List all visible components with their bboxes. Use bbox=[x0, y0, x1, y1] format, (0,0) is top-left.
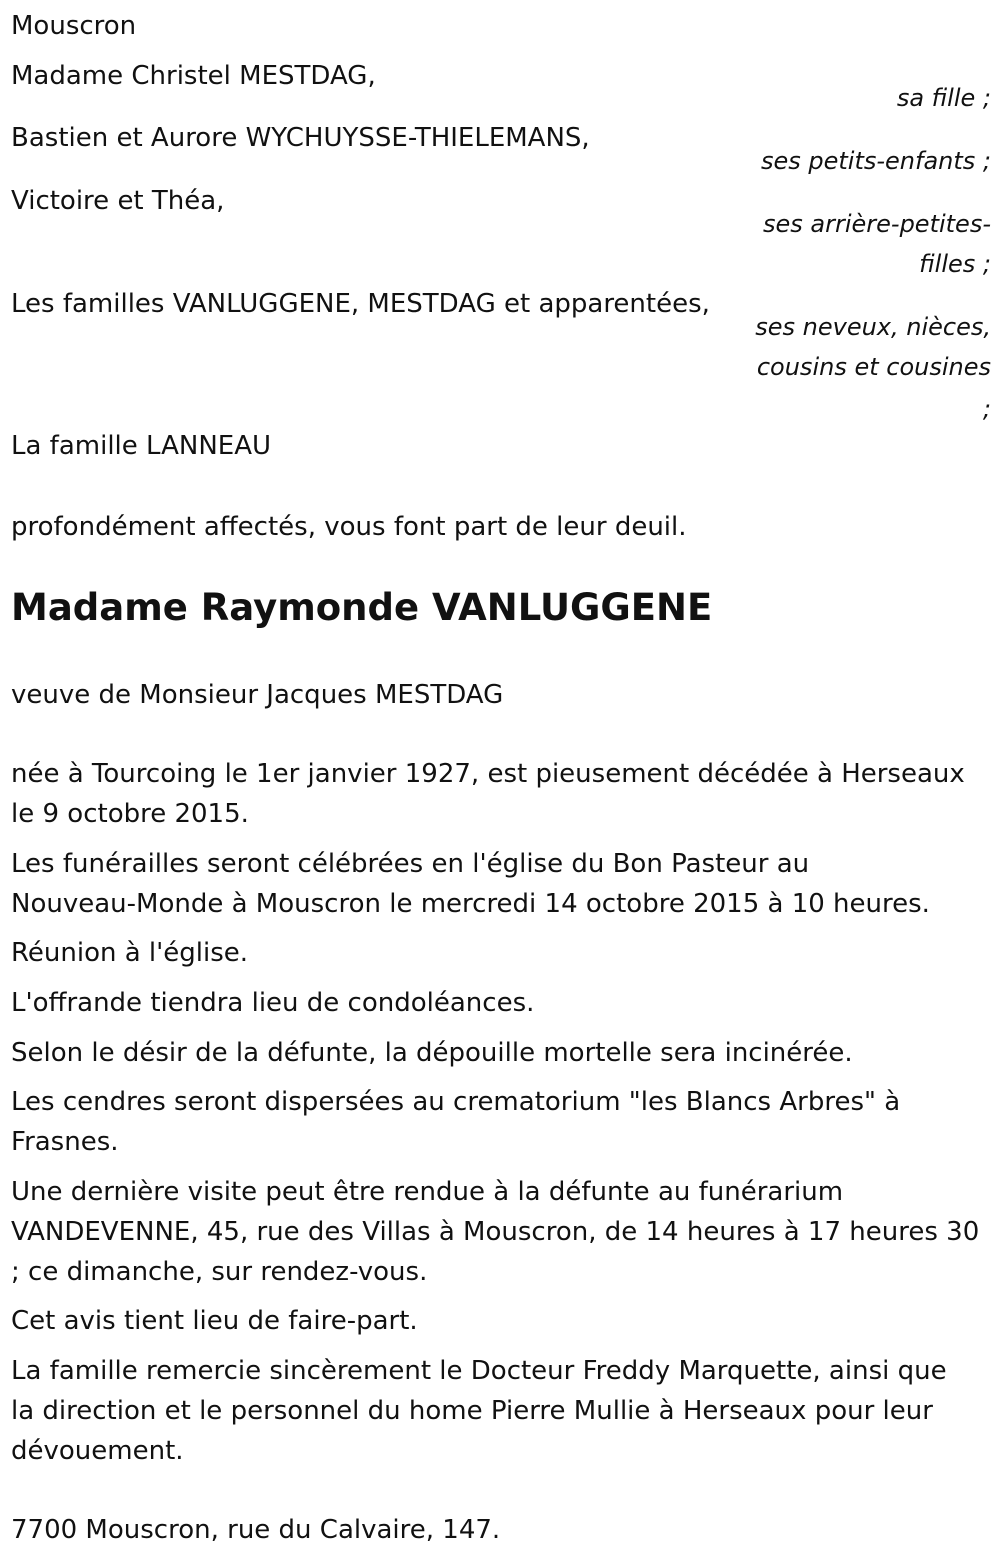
deceased-name: Madame Raymonde VANLUGGENE bbox=[11, 586, 713, 629]
relation-daughter: sa fille ; bbox=[896, 84, 991, 112]
paragraph-ashes-line1: Les cendres seront dispersées au crematorium "les Blancs Arbres" à bbox=[11, 1087, 901, 1117]
paragraph-ashes-line2: Frasnes. bbox=[11, 1127, 119, 1157]
paragraph-birth-death-line1: née à Tourcoing le 1er janvier 1927, est pieusement décédée à Herseaux bbox=[11, 759, 965, 789]
widow-of: veuve de Monsieur Jacques MESTDAG bbox=[11, 680, 504, 710]
paragraph-birth-death-line2: le 9 octobre 2015. bbox=[11, 799, 249, 829]
relation-grandchildren: ses petits-enfants ; bbox=[760, 147, 991, 175]
paragraph-thanks-line2: la direction et le personnel du home Pierre Mullie à Herseaux pour leur bbox=[11, 1396, 933, 1426]
location: Mouscron bbox=[11, 11, 137, 41]
relation-great-grandchildren-line1: ses arrière-petites- bbox=[763, 210, 991, 238]
paragraph-thanks-line3: dévouement. bbox=[11, 1436, 184, 1466]
relation-great-grandchildren-line2: filles ; bbox=[919, 250, 991, 278]
paragraph-funeral-line1: Les funérailles seront célébrées en l'église du Bon Pasteur au bbox=[11, 849, 810, 879]
paragraph-thanks-line1: La famille remercie sincèrement le Docteur Freddy Marquette, ainsi que bbox=[11, 1356, 947, 1386]
family-member-grandchildren: Bastien et Aurore WYCHUYSSE-THIELEMANS, bbox=[11, 123, 590, 153]
family-member-great-grandchildren: Victoire et Théa, bbox=[11, 186, 225, 216]
family-member-daughter: Madame Christel MESTDAG, bbox=[11, 61, 376, 91]
family-member-lanneau: La famille LANNEAU bbox=[11, 431, 272, 461]
family-member-relatives: Les familles VANLUGGENE, MESTDAG et apparentées, bbox=[11, 289, 710, 319]
paragraph-meeting: Réunion à l'église. bbox=[11, 938, 249, 968]
paragraph-visit-line1: Une dernière visite peut être rendue à la défunte au funérarium bbox=[11, 1177, 844, 1207]
announcement: profondément affectés, vous font part de leur deuil. bbox=[11, 512, 687, 542]
relation-relatives-line2: cousins et cousines bbox=[756, 353, 991, 381]
paragraph-funeral-line2: Nouveau-Monde à Mouscron le mercredi 14 octobre 2015 à 10 heures. bbox=[11, 889, 930, 919]
paragraph-visit-line3: ; ce dimanche, sur rendez-vous. bbox=[11, 1257, 428, 1287]
paragraph-cremation: Selon le désir de la défunte, la dépouille mortelle sera incinérée. bbox=[11, 1038, 853, 1068]
paragraph-notice: Cet avis tient lieu de faire-part. bbox=[11, 1306, 418, 1336]
paragraph-visit-line2: VANDEVENNE, 45, rue des Villas à Mouscron, de 14 heures à 17 heures 30 bbox=[11, 1217, 980, 1247]
paragraph-offering: L'offrande tiendra lieu de condoléances. bbox=[11, 988, 535, 1018]
relation-relatives-line3: ; bbox=[982, 395, 991, 423]
relation-relatives-line1: ses neveux, nièces, bbox=[755, 313, 991, 341]
address: 7700 Mouscron, rue du Calvaire, 147. bbox=[11, 1515, 501, 1545]
